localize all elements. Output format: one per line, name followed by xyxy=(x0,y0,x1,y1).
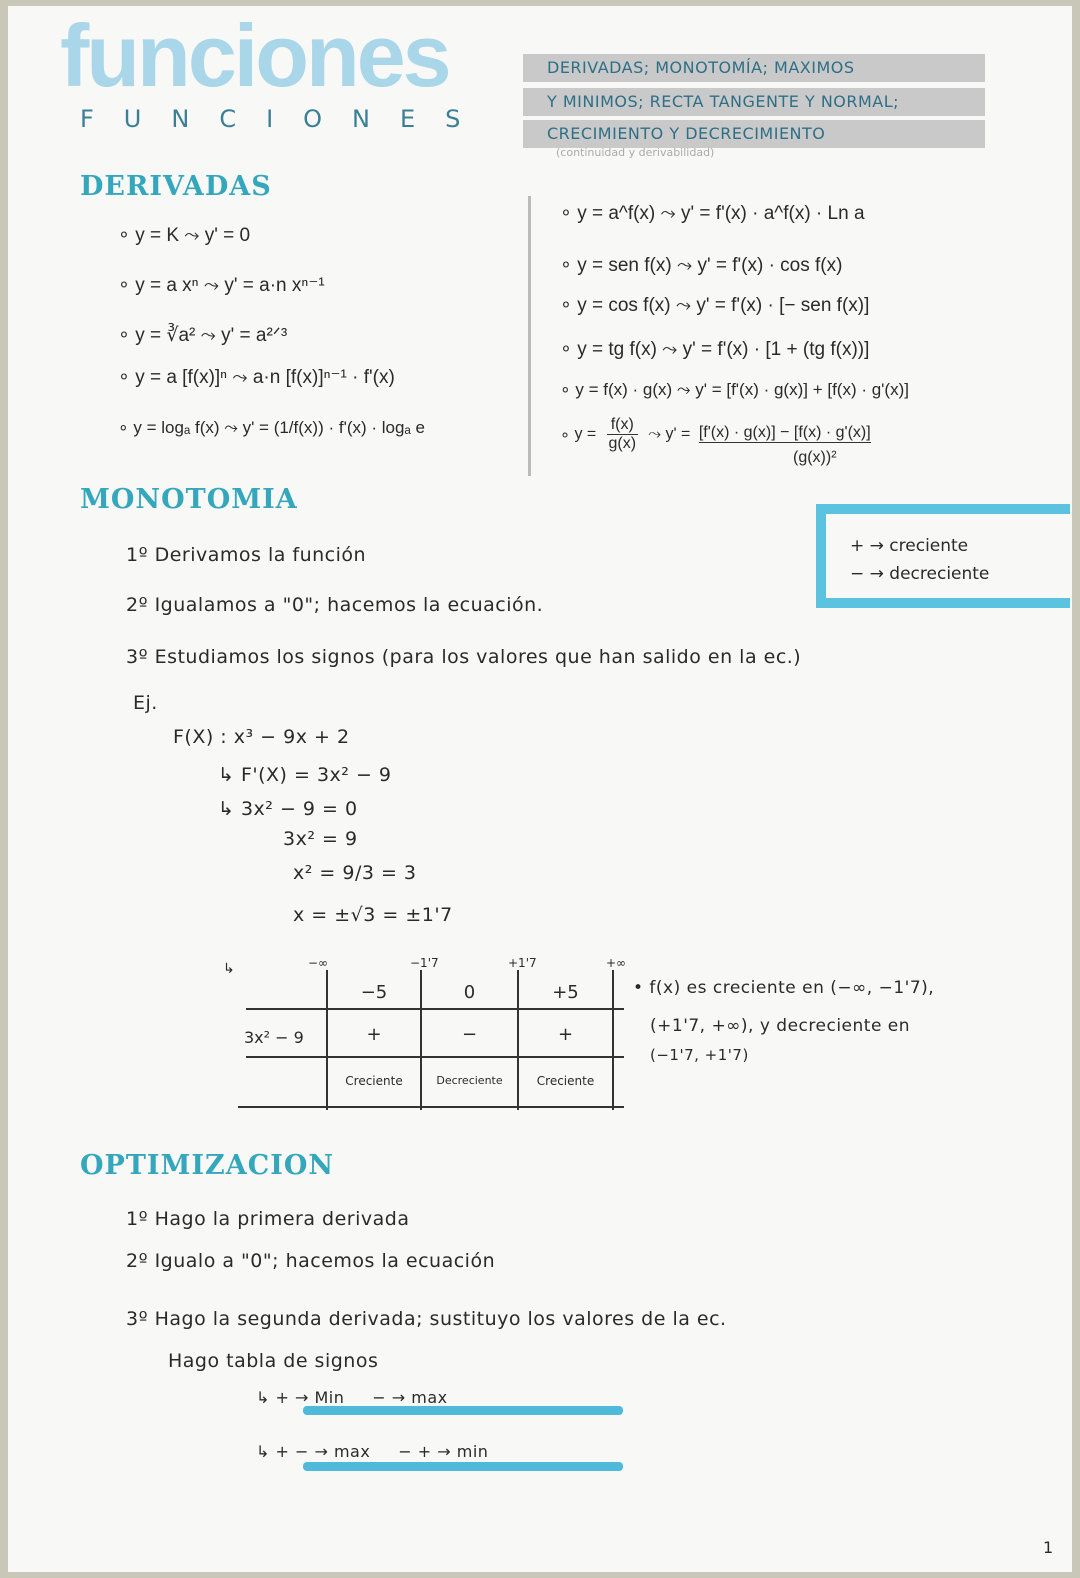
formula: ∘ y = a^f(x) ⤳ y' = f'(x) · a^f(x) · Ln a xyxy=(560,203,865,224)
test-value: +5 xyxy=(552,982,579,1003)
sign-legend-box xyxy=(816,504,1070,608)
formula: ∘ y = cos f(x) ⤳ y' = f'(x) · [− sen f(x)] xyxy=(560,295,870,316)
formula: ∘ y = logₐ f(x) ⤳ y' = (1/f(x)) · f'(x) · logₐ e xyxy=(118,418,425,437)
sign: + xyxy=(557,1024,574,1045)
page-number: 1 xyxy=(1043,1538,1054,1557)
monotomia-heading: MONOTOMIA xyxy=(80,484,298,515)
example-line: x² = 9/3 = 3 xyxy=(293,862,417,884)
conclusion: (−1'7, +1'7) xyxy=(650,1046,749,1064)
formula: ∘ y = a [f(x)]ⁿ ⤳ a·n [f(x)]ⁿ⁻¹ · f'(x) xyxy=(118,367,395,388)
step-3: 3º Estudiamos los signos (para los valores que han salido en la ec.) xyxy=(126,646,802,668)
point: −1'7 xyxy=(410,956,439,970)
example-label: Ej. xyxy=(133,692,158,714)
step-1: 1º Derivamos la función xyxy=(126,544,367,566)
topic-line-2: Y MINIMOS; RECTA TANGENTE Y NORMAL; xyxy=(523,88,985,116)
example-line: 3x² = 9 xyxy=(283,828,358,850)
formula: ∘ y = a xⁿ ⤳ y' = a·n xⁿ⁻¹ xyxy=(118,275,325,296)
rule-max-min: ↳ + − → max − + → min xyxy=(256,1442,489,1461)
test-value: 0 xyxy=(463,982,476,1003)
result: Decreciente xyxy=(436,1074,503,1087)
page-subtitle: FUNCIONES xyxy=(80,105,491,133)
column-divider xyxy=(528,196,531,476)
result: Creciente xyxy=(345,1074,403,1088)
point: +∞ xyxy=(606,956,627,970)
conclusion: (+1'7, +∞), y decreciente en xyxy=(650,1016,911,1036)
conclusion: • f(x) es creciente en (−∞, −1'7), xyxy=(633,978,935,998)
example-line: ↳ 3x² − 9 = 0 xyxy=(218,798,358,820)
step-2: 2º Igualo a "0"; hacemos la ecuación xyxy=(126,1250,496,1272)
sign: + xyxy=(366,1024,382,1045)
example-line: x = ±√3 = ±1'7 xyxy=(293,904,453,926)
step-1: 1º Hago la primera derivada xyxy=(126,1208,410,1230)
formula: ∘ y = K ⤳ y' = 0 xyxy=(118,225,251,246)
topic-line-1: DERIVADAS; MONOTOMÍA; MAXIMOS xyxy=(523,54,985,82)
step-3: 3º Hago la segunda derivada; sustituyo los valores de la ec. xyxy=(126,1308,727,1330)
arrow: ↳ xyxy=(223,961,236,977)
formula: ∘ y = tg f(x) ⤳ y' = f'(x) · [1 + (tg f(x))] xyxy=(560,339,870,360)
result: Creciente xyxy=(536,1074,595,1088)
quotient-formula: ∘ y = $\frac{f(x)}{g(x)}$ ⤳ y' = $\frac{[f'(x) \cdot g(x)] - [f(x) \cdot g'(x)]}{\text{(g(x))²}}$ xyxy=(560,416,871,466)
notes-page xyxy=(8,6,1072,1572)
sign: − xyxy=(461,1024,478,1045)
topic-line-3: CRECIMIENTO Y DECRECIMIENTO xyxy=(523,120,985,148)
step-4: Hago tabla de signos xyxy=(168,1350,379,1372)
point: +1'7 xyxy=(508,956,537,970)
formula: ∘ y = ∛a² ⤳ y' = a²ᐟ³ xyxy=(118,325,288,346)
formula: ∘ y = sen f(x) ⤳ y' = f'(x) · cos f(x) xyxy=(560,255,843,276)
topic-note: (continuidad y derivabilidad) xyxy=(556,146,715,159)
derivadas-heading: DERIVADAS xyxy=(80,171,272,202)
legend-decreasing: − → decreciente xyxy=(850,564,990,584)
point: −∞ xyxy=(308,956,329,970)
step-2: 2º Igualamos a "0"; hacemos la ecuación. xyxy=(126,594,544,616)
rule-min-max: ↳ + → Min − → max xyxy=(256,1388,448,1407)
row-label: 3x² − 9 xyxy=(244,1028,304,1047)
test-value: −5 xyxy=(360,982,388,1003)
optimizacion-heading: OPTIMIZACION xyxy=(80,1150,335,1181)
formula: ∘ y = f(x) · g(x) ⤳ y' = [f'(x) · g(x)] + [f(x) · g'(x)] xyxy=(560,380,909,399)
example-line: F(X) : x³ − 9x + 2 xyxy=(173,726,350,748)
page-title: funciones xyxy=(60,6,449,105)
example-line: ↳ F'(X) = 3x² − 9 xyxy=(218,764,392,786)
legend-increasing: + → creciente xyxy=(850,536,969,556)
